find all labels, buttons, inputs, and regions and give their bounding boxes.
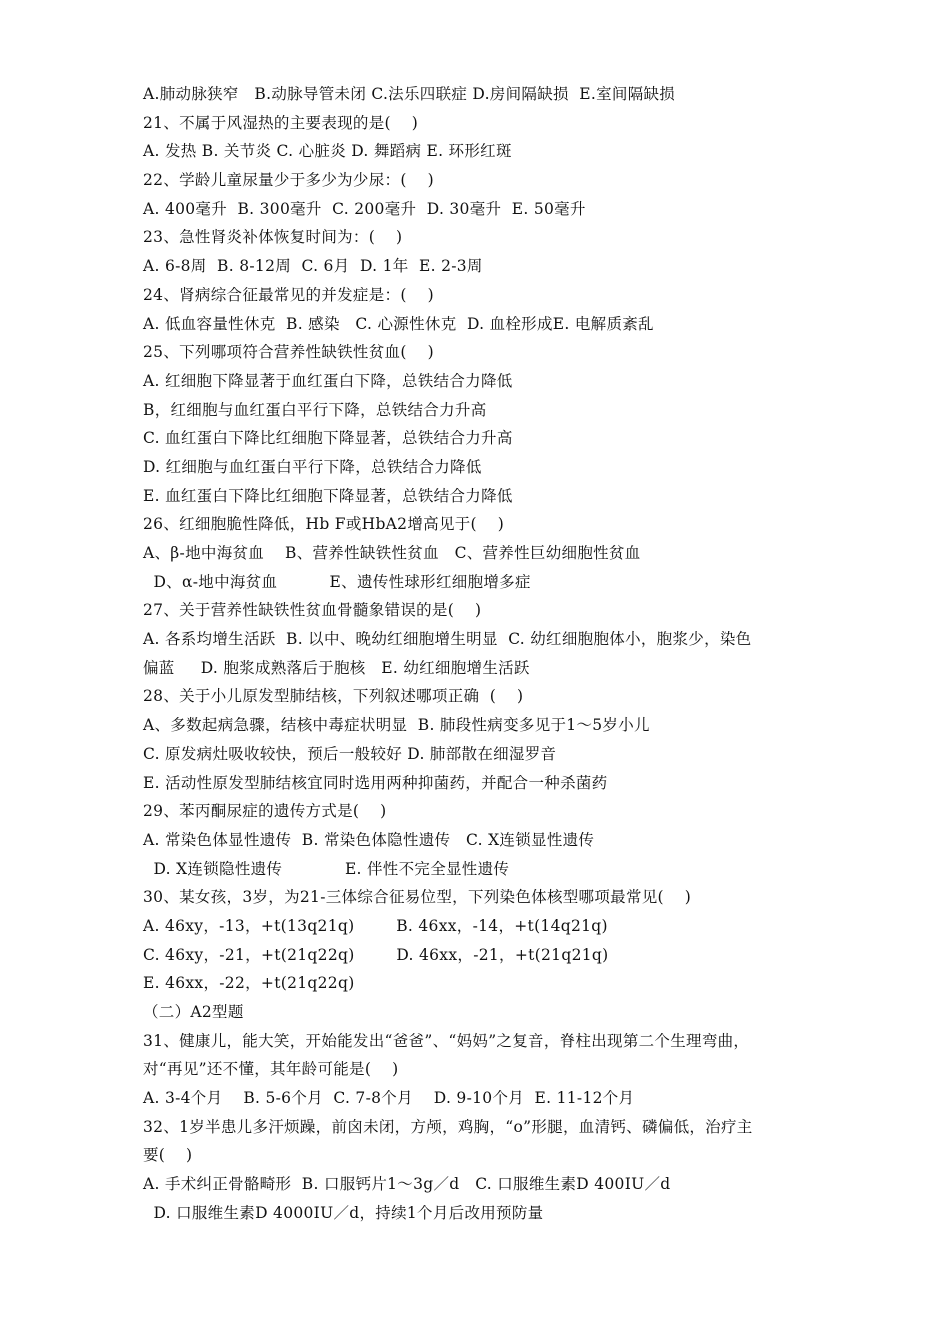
answer-options-28-line2: C. 原发病灶吸收较快，预后一般较好 D. 肺部散在细湿罗音: [143, 744, 557, 763]
question-26: 26、红细胞脆性降低，Hb F或HbA2增高见于( ): [143, 515, 505, 534]
answer-options-26-line1: A、β-地中海贫血 B、营养性缺铁性贫血 C、营养性巨幼细胞性贫血: [143, 544, 641, 562]
answer-options-28-line3: E. 活动性原发型肺结核宜同时选用两种抑菌药，并配合一种杀菌药: [143, 773, 608, 792]
question-31-line2: 对“再见”还不懂，其年龄可能是( ): [143, 1060, 399, 1079]
question-22: 22、学龄儿童尿量少于多少为少尿：( ): [143, 171, 434, 190]
answer-option-25a: A. 红细胞下降显著于血红蛋白下降，总铁结合力降低: [143, 371, 513, 390]
answer-option-25b: B，红细胞与血红蛋白平行下降，总铁结合力升高: [143, 400, 487, 419]
answer-options-24: A. 低血容量性休克 B. 感染 C. 心源性休克 D. 血栓形成E. 电解质紊乱: [143, 314, 654, 333]
answer-options-23: A. 6-8周 B. 8-12周 C. 6月 D. 1年 E. 2-3周: [143, 257, 483, 276]
question-27: 27、关于营养性缺铁性贫血骨髓象错误的是( ): [143, 601, 482, 620]
question-29: 29、苯丙酮尿症的遗传方式是( ): [143, 802, 387, 821]
question-31-line1: 31、健康儿，能大笑，开始能发出“爸爸”、“妈妈”之复音，脊柱出现第二个生理弯曲，: [143, 1031, 750, 1050]
answer-options-28-line1: A、多数起病急骤，结核中毒症状明显 B. 肺段性病变多见于1～5岁小儿: [143, 716, 650, 735]
answer-options-31: A. 3-4个月 B. 5-6个月 C. 7-8个月 D. 9-10个月 E. 11-12个月: [143, 1089, 635, 1108]
document-body: [143, 80, 823, 1228]
answer-options-22: A. 400毫升 B. 300毫升 C. 200毫升 D. 30毫升 E. 50毫升: [143, 199, 586, 218]
answer-options-line: A.肺动脉狭窄 B.动脉导管未闭 C.法乐四联症 D.房间隔缺损 E.室间隔缺损: [143, 85, 676, 103]
answer-options-30-line2: C. 46xy，-21，+t(21q22q) D. 46xx，-21，+t(21q21q): [143, 945, 609, 964]
answer-option-25d: D. 红细胞与血红蛋白平行下降，总铁结合力降低: [143, 457, 482, 476]
answer-options-26-line2: D、α-地中海贫血 E、遗传性球形红细胞增多症: [143, 572, 531, 591]
answer-options-29-line1: A. 常染色体显性遗传 B. 常染色体隐性遗传 C. X连锁显性遗传: [143, 830, 595, 849]
answer-options-32-line2: D. 口服维生素D 4000IU／d，持续1个月后改用预防量: [143, 1203, 544, 1222]
answer-options-29-line2: D. X连锁隐性遗传 E. 伴性不完全显性遗传: [143, 859, 510, 878]
question-28: 28、关于小儿原发型肺结核，下列叙述哪项正确 ( ): [143, 687, 524, 706]
question-21: 21、不属于风湿热的主要表现的是( ): [143, 113, 419, 132]
question-32-line1: 32、1岁半患儿多汗烦躁，前囟未闭，方颅，鸡胸，“o”形腿，血清钙、磷偏低，治疗主: [143, 1117, 753, 1136]
answer-options-32-line1: A. 手术纠正骨骼畸形 B. 口服钙片1～3g／d C. 口服维生素D 400IU／d: [143, 1175, 671, 1194]
section-heading-a2: （二）A2型题: [143, 1003, 244, 1021]
question-30: 30、某女孩，3岁，为21-三体综合征易位型，下列染色体核型哪项最常见( ): [143, 888, 692, 907]
answer-options-21: A. 发热 B. 关节炎 C. 心脏炎 D. 舞蹈病 E. 环形红斑: [143, 142, 512, 161]
answer-options-27-line1: A. 各系均增生活跃 B. 以中、晚幼红细胞增生明显 C. 幼红细胞胞体小，胞浆少，染色: [143, 630, 752, 649]
question-25: 25、下列哪项符合营养性缺铁性贫血( ): [143, 343, 434, 362]
answer-options-27-line2: 偏蓝 D. 胞浆成熟落后于胞核 E. 幼红细胞增生活跃: [143, 658, 530, 677]
answer-options-30-line3: E. 46xx，-22，+t(21q22q): [143, 974, 355, 993]
answer-option-25e: E. 血红蛋白下降比红细胞下降显著，总铁结合力降低: [143, 486, 513, 505]
question-32-line2: 要( ): [143, 1146, 193, 1165]
answer-option-25c: C. 血红蛋白下降比红细胞下降显著，总铁结合力升高: [143, 429, 513, 448]
question-24: 24、肾病综合征最常见的并发症是：( ): [143, 285, 434, 304]
question-23: 23、急性肾炎补体恢复时间为：( ): [143, 228, 403, 247]
answer-options-30-line1: A. 46xy，-13，+t(13q21q) B. 46xx，-14，+t(14q21q): [143, 916, 608, 935]
